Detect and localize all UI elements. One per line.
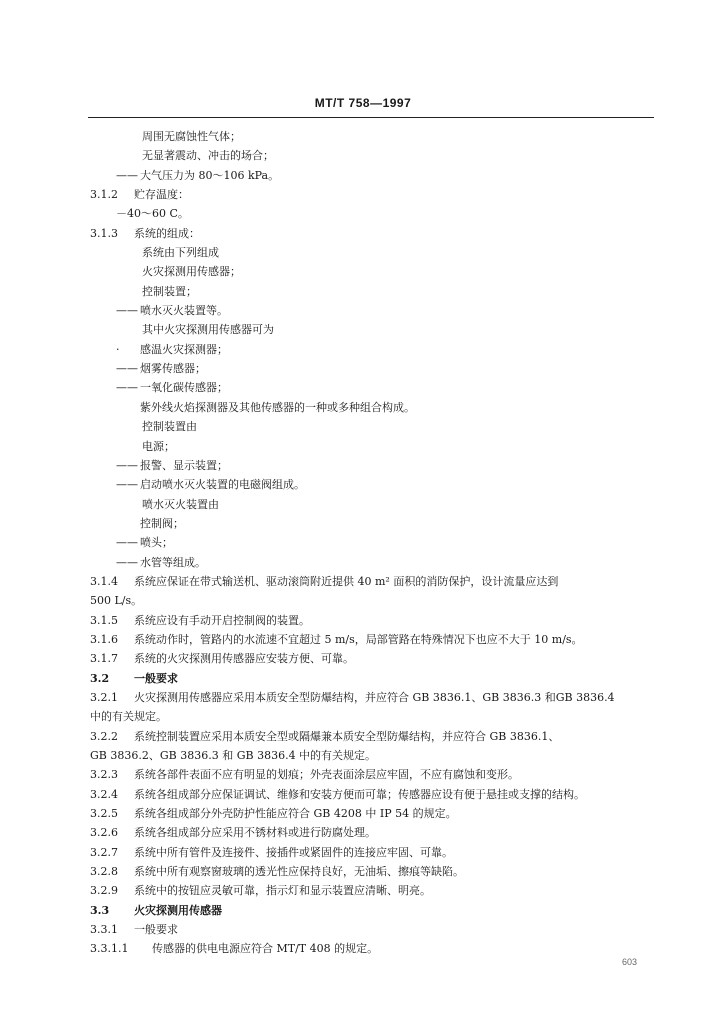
clause-number: 3.1.7 xyxy=(90,652,118,666)
clause-text: 系统控制装置应采用本质安全型或隔爆兼本质安全型防爆结构，并应符合 GB 3836.1、 xyxy=(134,729,560,743)
text-line-l05 xyxy=(90,204,658,223)
list-dash: —— xyxy=(116,536,138,550)
document-body xyxy=(90,127,658,959)
line-text: 电源； xyxy=(142,439,175,453)
line-text: GB 3836.2、GB 3836.3 和 GB 3836.4 中的有关规定。 xyxy=(90,749,377,762)
line-text: 喷水灭火装置由 xyxy=(142,497,219,511)
text-line-l37 xyxy=(90,823,658,842)
clause-number: 3.2.8 xyxy=(90,865,118,879)
text-line-l36 xyxy=(90,804,658,823)
text-line-l29 xyxy=(90,669,658,688)
clause-text: 一般要求 xyxy=(134,923,178,937)
text-line-l08 xyxy=(90,262,658,281)
clause-number: 3.1.3 xyxy=(90,226,118,240)
text-line-l13 xyxy=(90,359,658,378)
line-text: 烟雾传感器； xyxy=(140,362,206,376)
text-line-l14 xyxy=(90,378,658,397)
line-text: 喷头； xyxy=(140,536,173,550)
text-line-l06 xyxy=(90,224,658,243)
clause-text: 系统的火灾探测用传感器应安装方便、可靠。 xyxy=(134,652,354,666)
clause-number: 3.3.1 xyxy=(90,923,118,937)
text-line-l11 xyxy=(90,320,658,339)
clause-text: 系统动作时，管路内的水流速不宜超过 5 m/s，局部管路在特殊情况下也应不大于 10 m/s。 xyxy=(134,632,583,646)
text-line-l30 xyxy=(90,688,658,707)
line-text: 紫外线火焰探测器及其他传感器的一种或多种组合构成。 xyxy=(140,400,415,414)
clause-number: 3.2.2 xyxy=(90,729,118,743)
line-text: 大气压力为 80～106 kPa。 xyxy=(140,168,280,182)
page-header: MT/T 758—1997 xyxy=(314,96,412,110)
clause-number: 3.1.4 xyxy=(90,574,118,588)
line-text: －40～60 C。 xyxy=(116,207,189,221)
text-line-l25 xyxy=(90,591,658,610)
text-line-l09 xyxy=(90,282,658,301)
text-line-l39 xyxy=(90,862,658,881)
line-text: 中的有关规定。 xyxy=(90,710,167,724)
text-line-l01 xyxy=(90,127,658,146)
clause-number: 3.2.3 xyxy=(90,768,118,782)
line-text: 报警、显示装置； xyxy=(140,458,228,472)
text-line-l41 xyxy=(90,901,658,920)
section-number: 3.2 xyxy=(90,671,110,685)
text-line-l43 xyxy=(90,939,658,958)
text-line-l20 xyxy=(90,495,658,514)
text-line-l16 xyxy=(90,417,658,436)
line-text: 周围无腐蚀性气体； xyxy=(142,130,241,143)
line-text: 500 L/s。 xyxy=(90,594,143,608)
line-text: 火灾探测用传感器； xyxy=(142,265,241,279)
line-text: 控制装置； xyxy=(142,284,197,298)
clause-text: 系统中所有观察窗玻璃的透光性应保持良好，无油垢、擦痕等缺陷。 xyxy=(134,865,464,879)
line-text: 控制阀； xyxy=(140,516,184,530)
clause-text: 系统的组成： xyxy=(134,226,200,240)
line-text: 其中火灾探测用传感器可为 xyxy=(142,323,274,337)
clause-text: 贮存温度： xyxy=(134,188,189,202)
text-line-l42 xyxy=(90,920,658,939)
line-text: 系统由下列组成 xyxy=(142,246,219,260)
clause-number: 3.2.7 xyxy=(90,845,118,859)
text-line-l12 xyxy=(90,340,658,359)
text-line-l32 xyxy=(90,727,658,746)
clause-text: 系统各部件表面不应有明显的划痕；外壳表面涂层应牢固，不应有腐蚀和变形。 xyxy=(134,768,519,782)
list-dash: —— xyxy=(116,168,138,182)
list-dash: —— xyxy=(116,478,138,492)
clause-text: 系统应设有手动开启控制阀的装置。 xyxy=(134,613,310,627)
clause-number: 3.3.1.1 xyxy=(90,942,129,956)
header-rule xyxy=(88,117,654,118)
line-text: 控制装置由 xyxy=(142,420,197,434)
clause-number: 3.2.1 xyxy=(90,690,118,704)
text-line-l38 xyxy=(90,843,658,862)
clause-number: 3.2.4 xyxy=(90,787,118,801)
line-text: 无显著震动、冲击的场合； xyxy=(142,149,274,163)
text-line-l07 xyxy=(90,243,658,262)
text-line-l18 xyxy=(90,456,658,475)
list-dash: —— xyxy=(116,555,138,569)
page-number: 603 xyxy=(622,957,638,967)
text-line-l28 xyxy=(90,649,658,668)
line-text: 一氧化碳传感器； xyxy=(140,381,228,395)
clause-number: 3.1.5 xyxy=(90,613,118,627)
text-line-l02 xyxy=(90,146,658,165)
clause-number: 3.1.2 xyxy=(90,188,118,202)
list-dash: —— xyxy=(116,304,138,318)
section-heading: 火灾探测用传感器 xyxy=(134,903,222,917)
text-line-l26 xyxy=(90,611,658,630)
clause-number: 3.2.5 xyxy=(90,807,118,821)
section-heading: 一般要求 xyxy=(134,671,178,685)
text-line-l34 xyxy=(90,765,658,784)
text-line-l27 xyxy=(90,630,658,649)
list-dash: —— xyxy=(116,362,138,376)
clause-number: 3.2.6 xyxy=(90,826,118,840)
clause-number: 3.2.9 xyxy=(90,884,118,898)
text-line-l15 xyxy=(90,398,658,417)
clause-text: 传感器的供电电源应符合 MT/T 408 的规定。 xyxy=(152,942,379,956)
text-line-l23 xyxy=(90,553,658,572)
text-line-l24 xyxy=(90,572,658,591)
clause-text: 系统各组成部分应保证调试、维修和安装方便而可靠；传感器应设有便于悬挂或支撑的结构。 xyxy=(134,787,585,801)
clause-text: 系统应保证在带式输送机、驱动滚筒附近提供 40 m² 面积的消防保护，设计流量应达到 xyxy=(134,574,559,588)
text-line-l33 xyxy=(90,746,658,765)
section-number: 3.3 xyxy=(90,903,110,917)
line-text: 水管等组成。 xyxy=(140,555,206,569)
line-text: 喷水灭火装置等。 xyxy=(140,304,228,318)
text-line-l04 xyxy=(90,185,658,204)
line-text: 感温火灾探测器； xyxy=(140,342,228,356)
text-line-l31 xyxy=(90,707,658,726)
clause-text: 系统中所有管件及连接件、接插件或紧固件的连接应牢固、可靠。 xyxy=(134,845,453,859)
clause-text: 火灾探测用传感器应采用本质安全型防爆结构，并应符合 GB 3836.1、GB 3836.3 和GB 3836.4 xyxy=(134,690,615,704)
clause-text: 系统各组成部分外壳防护性能应符合 GB 4208 中 IP 54 的规定。 xyxy=(134,807,457,821)
text-line-l17 xyxy=(90,437,658,456)
clause-number: 3.1.6 xyxy=(90,632,118,646)
text-line-l10 xyxy=(90,301,658,320)
list-dash: · xyxy=(116,342,120,356)
line-text: 启动喷水灭火装置的电磁阀组成。 xyxy=(140,478,305,492)
text-line-l40 xyxy=(90,881,658,900)
list-dash: —— xyxy=(116,381,138,395)
clause-text: 系统各组成部分应采用不锈材料或进行防腐处理。 xyxy=(134,826,376,840)
clause-text: 系统中的按钮应灵敏可靠，指示灯和显示装置应清晰、明亮。 xyxy=(134,884,431,898)
text-line-l21 xyxy=(90,514,658,533)
text-line-l03 xyxy=(90,166,658,185)
text-line-l35 xyxy=(90,785,658,804)
text-line-l22 xyxy=(90,533,658,552)
text-line-l19 xyxy=(90,475,658,494)
list-dash: —— xyxy=(116,458,138,472)
